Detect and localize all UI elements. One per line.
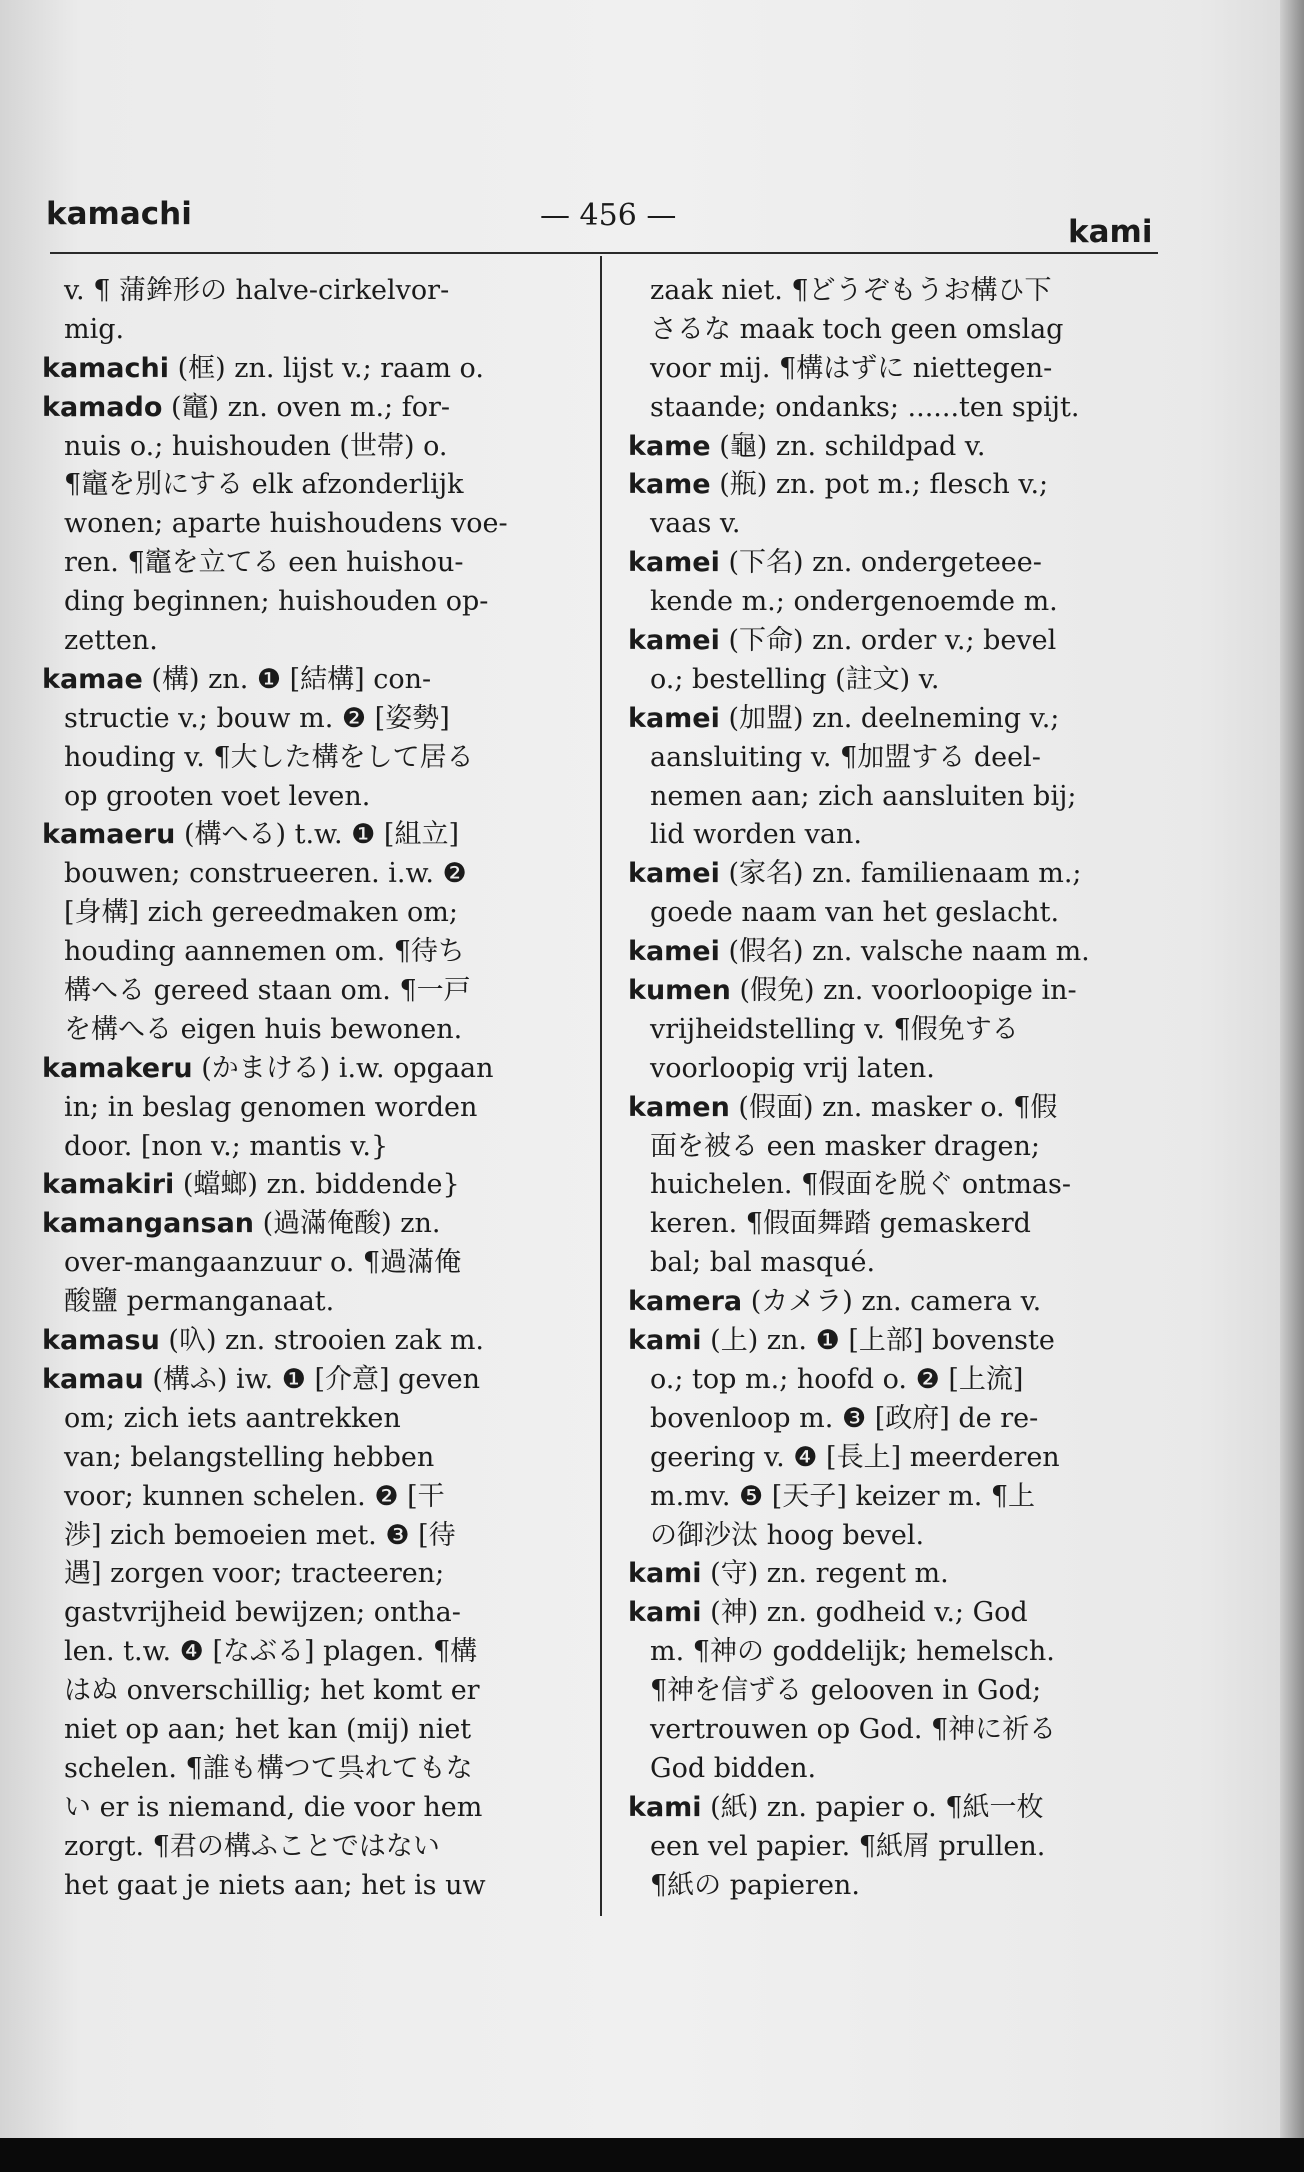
entry-text: (神) zn. godheid v.; God xyxy=(701,1597,1028,1629)
entry-text: nemen aan; zich aansluiten bij; xyxy=(650,780,1077,812)
dictionary-text-line xyxy=(628,1128,1164,1167)
entry-text: God bidden. xyxy=(650,1752,817,1784)
entry-text: keren. ¶假面舞踏 gemaskerd xyxy=(650,1208,1031,1240)
dictionary-text-line xyxy=(628,1205,1164,1244)
running-head-left: kamachi xyxy=(46,196,192,232)
entry-text: bouwen; construeeren. i.w. ❷ xyxy=(64,858,467,890)
entry-text: (叺) zn. strooien zak m. xyxy=(159,1325,484,1357)
dictionary-text-line xyxy=(42,1867,582,1906)
entry-text: vrijheidstelling v. ¶假免する xyxy=(650,1013,1019,1045)
entry-text: (龜) zn. schildpad v. xyxy=(710,430,986,462)
left-column xyxy=(42,272,582,1905)
entry-text: o.; top m.; hoofd o. ❷ [上流] xyxy=(650,1363,1024,1395)
dictionary-text-line xyxy=(42,700,582,739)
dictionary-text-line xyxy=(42,933,582,972)
dictionary-entry-line xyxy=(628,428,1164,467)
entry-text: い er is niemand, die voor hem xyxy=(64,1791,483,1823)
page-edge-shadow xyxy=(1280,0,1304,2172)
dictionary-text-line xyxy=(42,1711,582,1750)
dictionary-text-line xyxy=(628,1517,1164,1556)
entry-text: zetten. xyxy=(64,625,158,657)
dictionary-entry-line xyxy=(628,622,1164,661)
entry-text: ding beginnen; huishouden op- xyxy=(64,586,489,618)
headword: kamei xyxy=(628,625,720,657)
dictionary-text-line xyxy=(628,894,1164,933)
entry-text: om; zich iets aantrekken xyxy=(64,1402,401,1434)
dictionary-entry-line xyxy=(42,1322,582,1361)
entry-text: kende m.; ondergenoemde m. xyxy=(650,586,1058,618)
entry-text: (框) zn. lijst v.; raam o. xyxy=(169,352,484,384)
dictionary-text-line xyxy=(42,778,582,817)
dictionary-text-line xyxy=(628,661,1164,700)
dictionary-text-line xyxy=(628,778,1164,817)
entry-text: (下命) zn. order v.; bevel xyxy=(719,625,1057,657)
right-column xyxy=(628,272,1164,1905)
headword: kami xyxy=(628,1791,702,1823)
entry-text: (蟷螂) zn. biddende} xyxy=(174,1169,460,1201)
headword: kamakiri xyxy=(42,1169,175,1201)
column-divider xyxy=(600,256,602,1916)
dictionary-entry-line xyxy=(628,972,1164,1011)
entry-text: (竈) zn. oven m.; for- xyxy=(162,391,451,423)
entry-text: het gaat je niets aan; het is uw xyxy=(64,1869,486,1901)
dictionary-text-line xyxy=(42,466,582,505)
dictionary-text-line xyxy=(628,389,1164,428)
dictionary-text-line xyxy=(42,894,582,933)
dictionary-entry-line xyxy=(628,1089,1164,1128)
page-number: — 456 — xyxy=(540,198,677,233)
dictionary-text-line xyxy=(42,1439,582,1478)
dictionary-text-line xyxy=(42,1672,582,1711)
entry-text: (過滿俺酸) zn. xyxy=(254,1208,441,1240)
entry-text: 渉] zich bemoeien met. ❸ [待 xyxy=(64,1519,456,1551)
entry-text: (家名) zn. familienaam m.; xyxy=(719,858,1082,890)
headword: kamachi xyxy=(42,352,170,384)
page-bottom-border xyxy=(0,2138,1304,2172)
dictionary-entry-line xyxy=(628,1322,1164,1361)
dictionary-text-line xyxy=(42,272,582,311)
dictionary-text-line xyxy=(42,739,582,778)
entry-text: ren. ¶竈を立てる een huishou- xyxy=(64,547,464,579)
entry-text: zaak niet. ¶どうぞもうお構ひ下 xyxy=(650,275,1052,306)
entry-text: huichelen. ¶假面を脱ぐ ontmas- xyxy=(650,1169,1072,1201)
dictionary-text-line xyxy=(628,1011,1164,1050)
dictionary-text-line xyxy=(42,1244,582,1283)
entry-text: 面を被る een masker dragen; xyxy=(650,1130,1040,1162)
entry-text: geering v. ❹ [長上] meerderen xyxy=(650,1441,1060,1473)
entry-text: lid worden van. xyxy=(650,819,862,851)
headword: kame xyxy=(628,469,711,501)
entry-text: voorloopig vrij laten. xyxy=(650,1052,935,1084)
entry-text: ¶竈を別にする elk afzonderlijk xyxy=(64,469,464,501)
running-head-right: kami xyxy=(1068,214,1153,250)
dictionary-entry-line xyxy=(628,466,1164,505)
entry-text: (假免) zn. voorloopige in- xyxy=(730,975,1077,1007)
dictionary-entry-line xyxy=(628,544,1164,583)
entry-text: een vel papier. ¶紙屑 prullen. xyxy=(650,1830,1046,1862)
dictionary-text-line xyxy=(42,1594,582,1633)
dictionary-entry-line xyxy=(42,389,582,428)
dictionary-text-line xyxy=(628,1633,1164,1672)
entry-text: niet op aan; het kan (mij) niet xyxy=(64,1713,472,1745)
dictionary-entry-line xyxy=(42,661,582,700)
dictionary-entry-line xyxy=(628,1789,1164,1828)
dictionary-text-line xyxy=(42,1517,582,1556)
dictionary-entry-line xyxy=(42,816,582,855)
dictionary-text-line xyxy=(628,505,1164,544)
dictionary-text-line xyxy=(42,1750,582,1789)
headword: kamau xyxy=(42,1363,144,1395)
dictionary-entry-line xyxy=(42,1205,582,1244)
entry-text: を構へる eigen huis bewonen. xyxy=(64,1013,463,1045)
entry-text: (加盟) zn. deelneming v.; xyxy=(719,702,1060,734)
entry-text: schelen. ¶誰も構つて呉れてもな xyxy=(64,1752,473,1784)
entry-text: voor; kunnen schelen. ❷ [干 xyxy=(64,1480,445,1512)
headword: kame xyxy=(628,430,711,462)
dictionary-entry-line xyxy=(42,1166,582,1205)
entry-text: structie v.; bouw m. ❷ [姿勢] xyxy=(64,702,450,734)
entry-text: 酸鹽 permanganaat. xyxy=(64,1286,335,1318)
entry-text: はぬ onverschillig; het komt er xyxy=(64,1675,480,1707)
dictionary-text-line xyxy=(628,272,1164,311)
entry-text: houding v. ¶大した構をして居る xyxy=(64,741,474,773)
dictionary-entry-line xyxy=(628,1283,1164,1322)
entry-text: (瓶) zn. pot m.; flesch v.; xyxy=(710,469,1049,501)
entry-text: (下名) zn. ondergeteee- xyxy=(719,547,1042,579)
dictionary-text-line xyxy=(42,622,582,661)
dictionary-text-line xyxy=(42,583,582,622)
entry-text: 構へる gereed staan om. ¶一戸 xyxy=(64,975,471,1007)
headword: kamasu xyxy=(42,1325,160,1357)
entry-text: over-mangaanzuur o. ¶過滿俺 xyxy=(64,1247,462,1279)
headword: kamen xyxy=(628,1091,730,1123)
dictionary-text-line xyxy=(628,816,1164,855)
entry-text: nuis o.; huishouden (世帯) o. xyxy=(64,430,448,462)
dictionary-text-line xyxy=(628,583,1164,622)
entry-text: m. ¶神の goddelijk; hemelsch. xyxy=(650,1636,1055,1668)
entry-text: ¶紙の papieren. xyxy=(650,1869,860,1901)
headword: kami xyxy=(628,1325,702,1357)
entry-text: wonen; aparte huishoudens voe- xyxy=(64,508,508,540)
dictionary-text-line xyxy=(628,1828,1164,1867)
entry-text: (カメラ) zn. camera v. xyxy=(742,1286,1042,1318)
dictionary-entry-line xyxy=(628,855,1164,894)
entry-text: op grooten voet leven. xyxy=(64,780,371,812)
entry-text: (構ふ) iw. ❶ [介意] geven xyxy=(143,1363,481,1395)
headword: kamaeru xyxy=(42,819,176,851)
dictionary-text-line xyxy=(628,1711,1164,1750)
dictionary-text-line xyxy=(42,1128,582,1167)
dictionary-entry-line xyxy=(42,1361,582,1400)
dictionary-text-line xyxy=(628,1439,1164,1478)
dictionary-text-line xyxy=(628,1750,1164,1789)
dictionary-text-line xyxy=(628,1672,1164,1711)
headword: kamakeru xyxy=(42,1052,193,1084)
headword: kamei xyxy=(628,547,720,579)
headword: kamei xyxy=(628,702,720,734)
headword: kamangansan xyxy=(42,1208,255,1240)
entry-text: door. [non v.; mantis v.} xyxy=(64,1130,389,1162)
entry-text: staande; ondanks; ......ten spijt. xyxy=(650,391,1080,423)
dictionary-text-line xyxy=(628,1400,1164,1439)
dictionary-text-line xyxy=(42,505,582,544)
entry-text: 遇] zorgen voor; tracteeren; xyxy=(64,1558,445,1590)
dictionary-text-line xyxy=(42,311,582,350)
dictionary-text-line xyxy=(42,1400,582,1439)
entry-text: (假面) zn. masker o. ¶假 xyxy=(729,1091,1058,1123)
entry-text: (假名) zn. valsche naam m. xyxy=(719,936,1090,968)
entry-text: gastvrijheid bewijzen; ontha- xyxy=(64,1597,461,1629)
dictionary-text-line xyxy=(42,1089,582,1128)
dictionary-text-line xyxy=(628,1050,1164,1089)
dictionary-entry-line xyxy=(628,1594,1164,1633)
headword: kamado xyxy=(42,391,163,423)
dictionary-text-line xyxy=(628,1244,1164,1283)
dictionary-text-line xyxy=(628,350,1164,389)
entry-text: ¶神を信ずる gelooven in God; xyxy=(650,1675,1042,1707)
entry-text: (守) zn. regent m. xyxy=(701,1558,949,1590)
entry-text: (紙) zn. papier o. ¶紙一枚 xyxy=(701,1791,1044,1823)
entry-text: voor mij. ¶構はずに niettegen- xyxy=(650,352,1053,384)
dictionary-text-line xyxy=(628,1478,1164,1517)
headword: kami xyxy=(628,1558,702,1590)
headword: kamei xyxy=(628,858,720,890)
entry-text: van; belangstelling hebben xyxy=(64,1441,435,1473)
headword: kamae xyxy=(42,663,143,695)
dictionary-text-line xyxy=(628,311,1164,350)
entry-text: zorgt. ¶君の構ふことではない xyxy=(64,1830,440,1862)
entry-text: m.mv. ❺ [天子] keizer m. ¶上 xyxy=(650,1480,1036,1512)
entry-text: (構へる) t.w. ❶ [組立] xyxy=(175,819,459,851)
dictionary-text-line xyxy=(628,739,1164,778)
dictionary-text-line xyxy=(42,1828,582,1867)
headword: kami xyxy=(628,1597,702,1629)
entry-text: [身構] zich gereedmaken om; xyxy=(64,897,458,929)
headword: kumen xyxy=(628,975,731,1007)
entry-text: len. t.w. ❹ [なぶる] plagen. ¶構 xyxy=(64,1636,478,1668)
dictionary-text-line xyxy=(42,1633,582,1672)
dictionary-text-line xyxy=(42,1555,582,1594)
dictionary-text-line xyxy=(42,544,582,583)
dictionary-entry-line xyxy=(42,350,582,389)
dictionary-text-line xyxy=(42,1283,582,1322)
headword: kamei xyxy=(628,936,720,968)
dictionary-entry-line xyxy=(42,1050,582,1089)
entry-text: in; in beslag genomen worden xyxy=(64,1091,478,1123)
entry-text: aansluiting v. ¶加盟する deel- xyxy=(650,741,1041,773)
entry-text: bovenloop m. ❸ [政府] de re- xyxy=(650,1402,1039,1434)
entry-text: さるな maak toch geen omslag xyxy=(650,313,1064,345)
headword: kamera xyxy=(628,1286,743,1318)
entry-text: (かまける) i.w. opgaan xyxy=(192,1052,494,1084)
entry-text: vaas v. xyxy=(650,508,741,540)
entry-text: の御沙汰 hoog bevel. xyxy=(650,1519,925,1551)
dictionary-text-line xyxy=(42,1478,582,1517)
dictionary-text-line xyxy=(42,972,582,1011)
entry-text: mig. xyxy=(64,313,125,345)
entry-text: o.; bestelling (註文) v. xyxy=(650,663,940,695)
entry-text: v. ¶ 蒲鉾形の halve-cirkelvor- xyxy=(64,275,450,306)
dictionary-entry-line xyxy=(628,1555,1164,1594)
entry-text: bal; bal masqué. xyxy=(650,1247,876,1279)
dictionary-text-line xyxy=(42,855,582,894)
dictionary-text-line xyxy=(42,1789,582,1828)
dictionary-text-line xyxy=(628,1361,1164,1400)
header-rule xyxy=(50,252,1158,254)
entry-text: houding aannemen om. ¶待ち xyxy=(64,936,465,968)
dictionary-text-line xyxy=(628,1166,1164,1205)
dictionary-entry-line xyxy=(628,700,1164,739)
entry-text: vertrouwen op God. ¶神に祈る xyxy=(650,1713,1057,1745)
dictionary-text-line xyxy=(42,1011,582,1050)
dictionary-text-line xyxy=(628,1867,1164,1906)
entry-text: (上) zn. ❶ [上部] bovenste xyxy=(701,1325,1055,1357)
dictionary-text-line xyxy=(42,428,582,467)
entry-text: goede naam van het geslacht. xyxy=(650,897,1060,929)
entry-text: (構) zn. ❶ [結構] con- xyxy=(142,663,432,695)
dictionary-entry-line xyxy=(628,933,1164,972)
